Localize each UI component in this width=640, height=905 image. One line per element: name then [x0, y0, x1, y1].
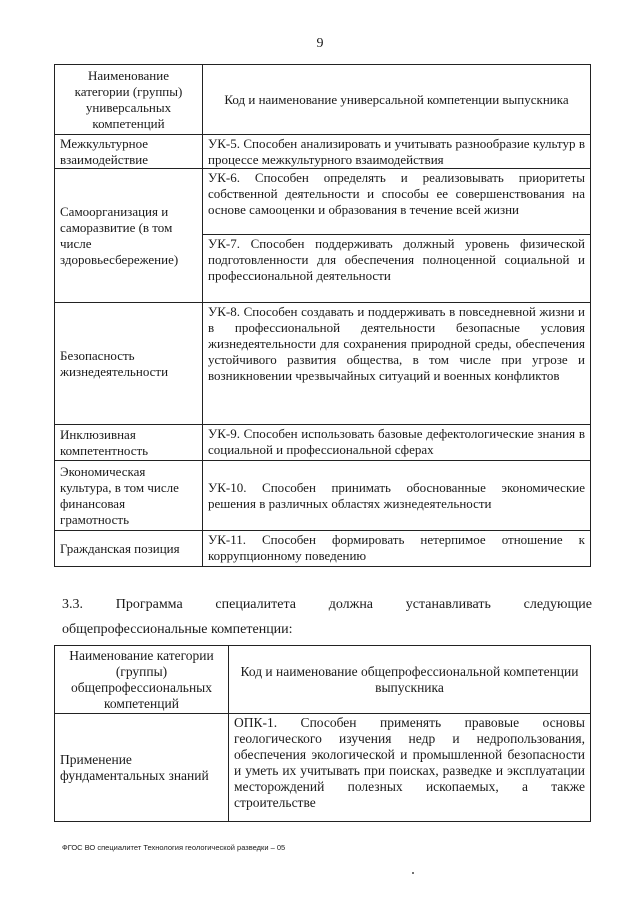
category-cell: Межкультурное взаимодействие — [55, 135, 203, 169]
header-competency: Код и наименование общепрофессиональной компетенции выпускника — [229, 646, 591, 714]
paragraph-number: 3.3. — [62, 597, 83, 612]
universal-competencies-table — [54, 64, 591, 567]
header-category: Наименование категории (группы) общепрофессиональных компетенций — [55, 646, 229, 714]
table-row — [55, 135, 591, 169]
table-row — [55, 531, 591, 567]
header-competency: Код и наименование универсальной компетенции выпускника — [203, 65, 591, 135]
competency-cell: ОПК-1. Способен применять правовые основы геологического изучения недр и недропользования, обеспечения экологической и промышленной безопасности и уметь их учитывать при поисках, разведке и эксплуатации месторождений полезных ископаемых, а также строительстве — [229, 714, 591, 822]
table-header-row — [55, 646, 591, 714]
category-cell: Экономическая культура, в том числе финансовая грамотность — [55, 461, 203, 531]
table-row — [55, 714, 591, 822]
table-row — [55, 425, 591, 461]
competency-cell: УК-6. Способен определять и реализовывать приоритеты собственной деятельности и способы ее совершенствования на основе самооценки и образования в течение всей жизни — [203, 169, 591, 235]
competency-cell: УК-7. Способен поддерживать должный уровень физической подготовленности для обеспечения полноценной социальной и профессиональной деятельности — [203, 235, 591, 303]
category-cell: Безопасность жизнедеятельности — [55, 303, 203, 425]
table-row — [55, 169, 591, 235]
document-footer: ФГОС ВО специалитет Технология геологической разведки – 05 — [62, 843, 286, 852]
paragraph-line2: общепрофессиональные компетенции: — [62, 622, 293, 637]
general-professional-competencies-table — [54, 645, 591, 822]
category-cell: Гражданская позиция — [55, 531, 203, 567]
header-category: Наименование категории (группы) универсальных компетенций — [55, 65, 203, 135]
paragraph-word: следующие — [523, 597, 592, 612]
category-cell: Инклюзивная компетентность — [55, 425, 203, 461]
paragraph-word: специалитета — [215, 597, 296, 612]
table-header-row — [55, 65, 591, 135]
competency-cell: УК-9. Способен использовать базовые дефектологические знания в социальной и профессиональной сферах — [203, 425, 591, 461]
category-cell: Применение фундаментальных знаний — [55, 714, 229, 822]
paragraph-intro — [62, 597, 592, 613]
paragraph-word: Программа — [115, 597, 183, 612]
paragraph-word: устанавливать — [405, 597, 491, 612]
table-row — [55, 461, 591, 531]
competency-cell: УК-10. Способен принимать обоснованные экономические решения в различных областях жизнедеятельности — [203, 461, 591, 531]
page-number: 9 — [316, 36, 324, 51]
category-cell: Самоорганизация и саморазвитие (в том числе здоровьесбережение) — [55, 169, 203, 303]
competency-cell: УК-8. Способен создавать и поддерживать в повседневной жизни и в профессиональной деятельности безопасные условия жизнедеятельности для сохранения природной среды, обеспечения устойчивого развития общества, в том числе при угрозе и возникновении чрезвычайных ситуаций и военных конфликтов — [203, 303, 591, 425]
paragraph-word: должна — [328, 597, 374, 612]
competency-cell: УК-11. Способен формировать нетерпимое отношение к коррупционному поведению — [203, 531, 591, 567]
scan-speck — [412, 872, 414, 874]
table-row — [55, 303, 591, 425]
competency-cell: УК-5. Способен анализировать и учитывать разнообразие культур в процессе межкультурного взаимодействия — [203, 135, 591, 169]
